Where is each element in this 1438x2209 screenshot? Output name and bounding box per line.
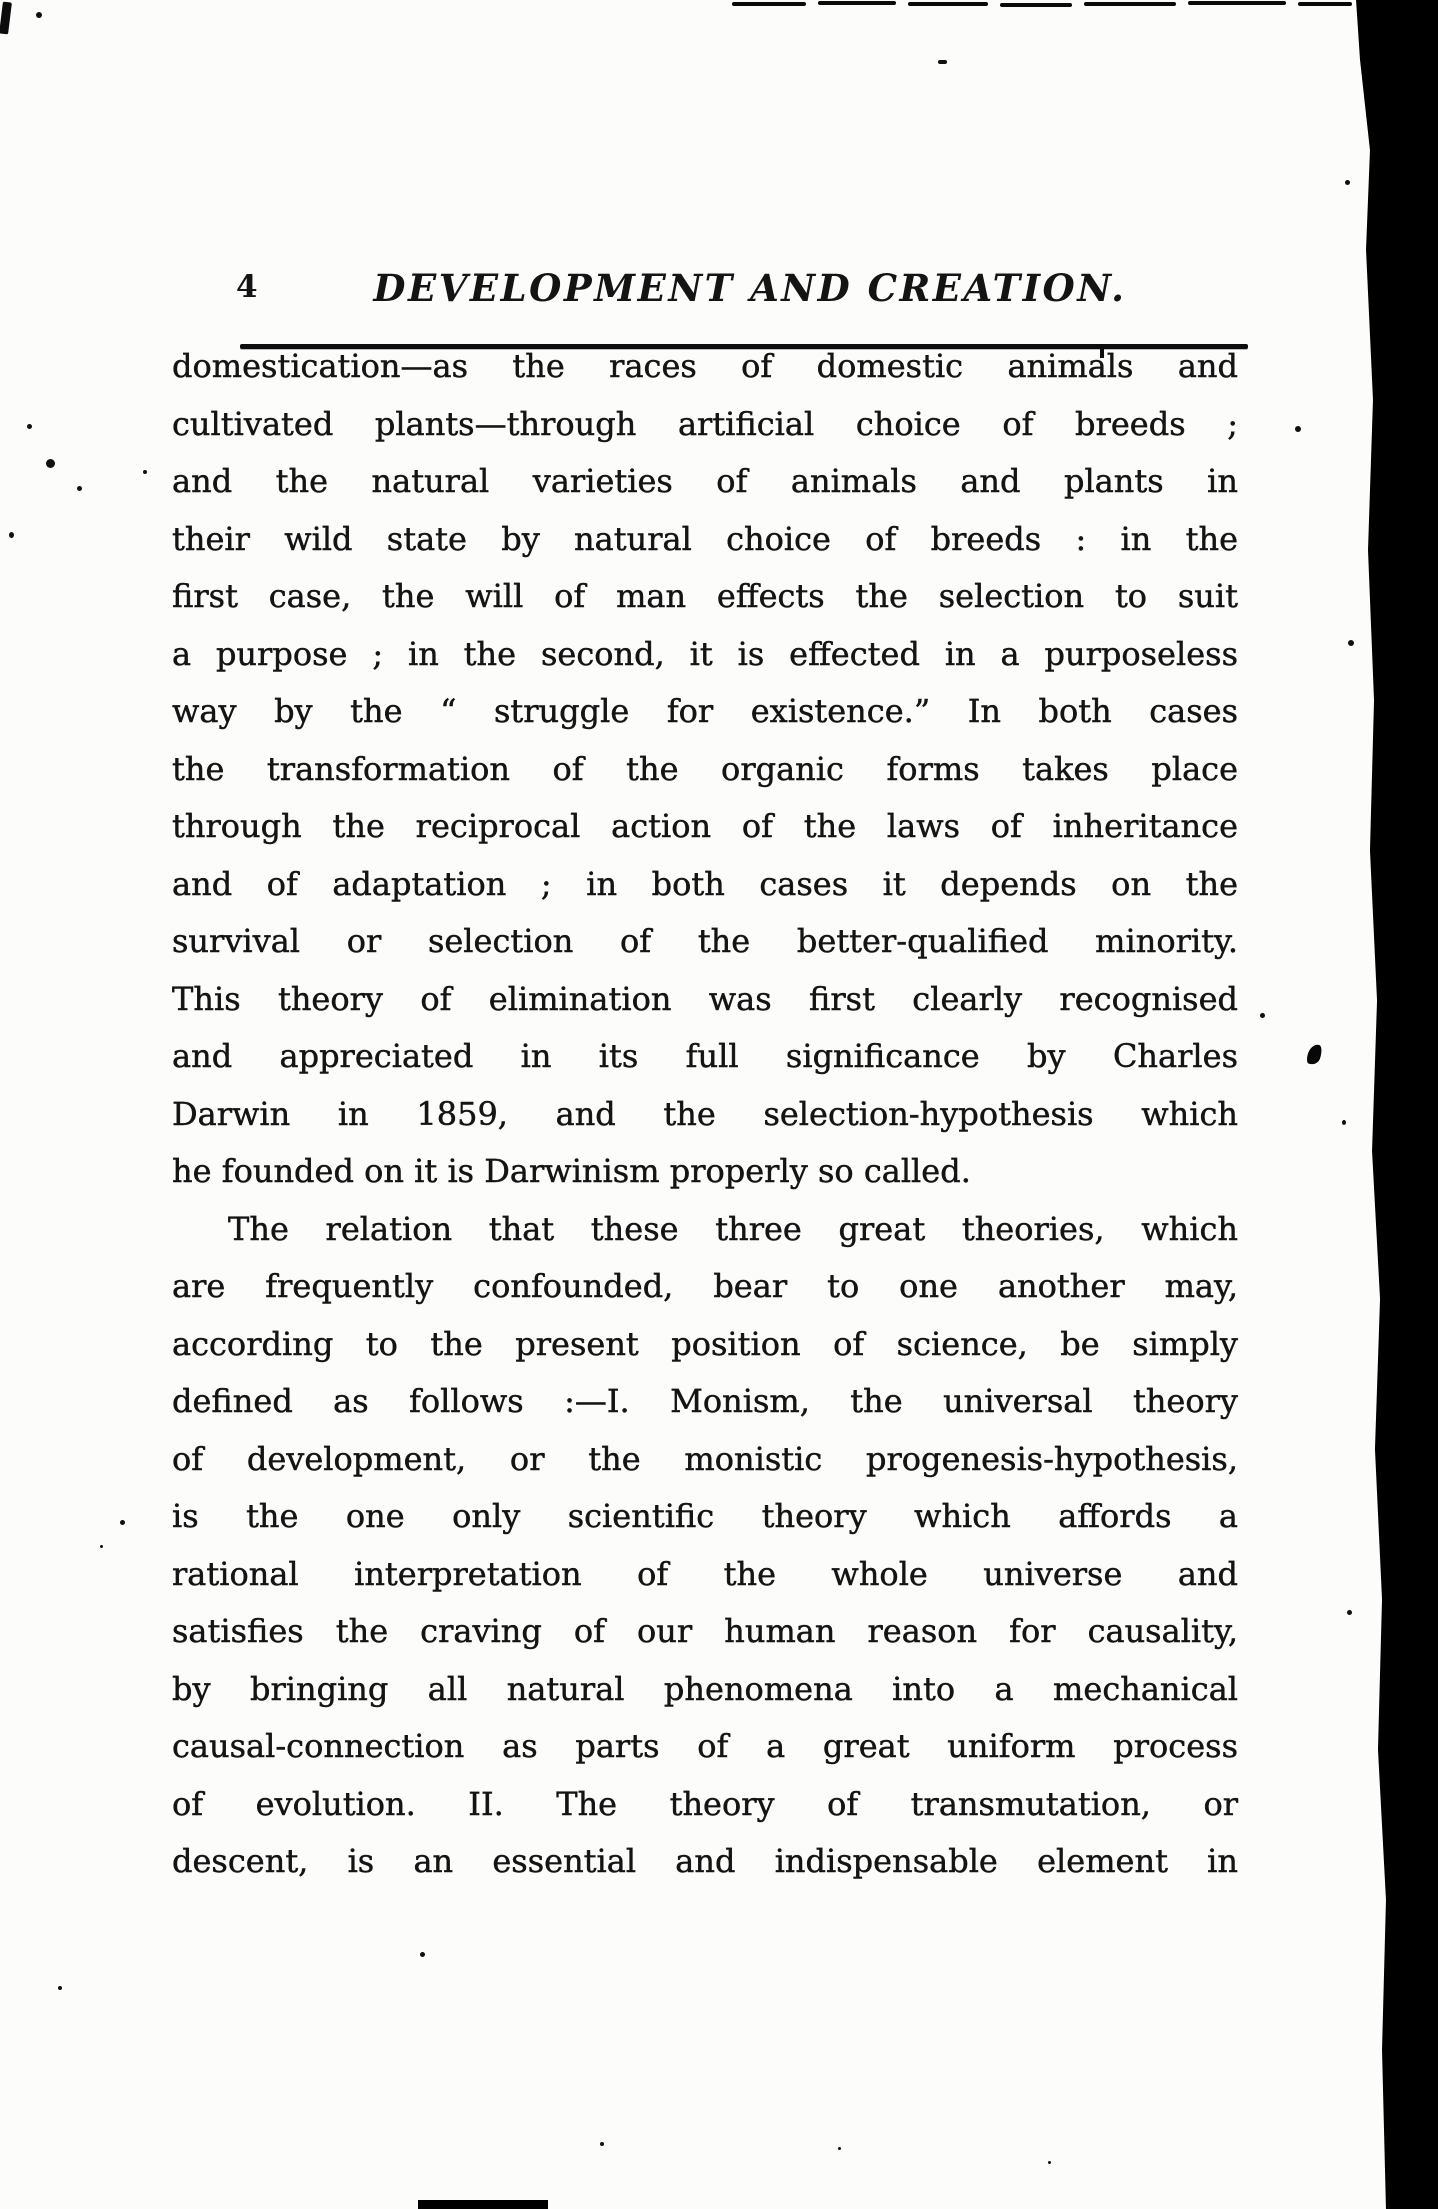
text-line: rational interpretation of the whole universe and: [172, 1554, 1238, 1593]
ink-blob-comma: [1305, 1043, 1324, 1067]
ink-speck: [100, 1545, 103, 1548]
text-line: Darwin in 1859, and the selection-hypothesis which: [172, 1094, 1238, 1133]
text-line: the transformation of the organic forms takes place: [172, 749, 1238, 788]
scan-bottom-edge-mark: [418, 2200, 548, 2209]
text-line: causal-connection as parts of a great uniform process: [172, 1727, 1238, 1765]
ink-speck: [27, 424, 32, 429]
text-line: first case, the will of man effects the selection to suit: [172, 577, 1238, 615]
text-line: and appreciated in its full significance by Charles: [172, 1037, 1238, 1075]
ink-speck: [1295, 426, 1301, 432]
ink-speck: [1342, 1120, 1346, 1125]
ink-speck: [143, 470, 147, 474]
ink-speck: [1345, 180, 1350, 185]
scan-edge-dash: [1188, 1, 1286, 5]
ink-speck: [120, 1520, 125, 1525]
ink-speck: [1260, 1013, 1265, 1018]
text-line: through the reciprocal action of the laws of inheritance: [172, 807, 1238, 845]
text-line: are frequently confounded, bear to one another may,: [172, 1267, 1238, 1305]
text-line: cultivated plants—through artificial choice of breeds ;: [172, 404, 1238, 443]
ink-speck: [1347, 1610, 1352, 1615]
text-line: descent, is an essential and indispensable element in: [172, 1842, 1238, 1880]
text-line: according to the present position of science, be simply: [172, 1324, 1238, 1363]
ink-speck: [1048, 2161, 1051, 2164]
text-line: of development, or the monistic progenesis-hypothesis,: [172, 1439, 1238, 1478]
text-line: defined as follows :—I. Monism, the universal theory: [172, 1382, 1238, 1420]
text-line: their wild state by natural choice of breeds : in the: [172, 519, 1238, 558]
text-line: is the one only scientific theory which affords a: [172, 1497, 1238, 1535]
scan-edge-dash: [732, 2, 806, 6]
text-line: way by the “ struggle for existence.” In both cases: [172, 692, 1238, 730]
ink-speck: [1348, 640, 1354, 646]
scan-edge-dash: [1298, 2, 1352, 6]
scan-edge-dash: [818, 1, 896, 5]
corner-ink-mark: [0, 2, 12, 35]
scan-edge-band: [1352, 0, 1438, 2209]
text-line: This theory of elimination was first clearly recognised: [172, 979, 1238, 1018]
ink-speck: [36, 12, 42, 18]
ink-speck: [938, 60, 947, 64]
text-line: a purpose ; in the second, it is effected in a purposeless: [172, 634, 1238, 673]
page-number: 4: [236, 269, 258, 305]
text-line: and of adaptation ; in both cases it depends on the: [172, 864, 1238, 903]
ink-speck: [9, 532, 14, 538]
text-line-paragraph-end: he founded on it is Darwinism properly so called.: [172, 1152, 971, 1190]
text-line: of evolution. II. The theory of transmutation, or: [172, 1784, 1238, 1823]
text-line: survival or selection of the better-qualified minority.: [172, 922, 1238, 960]
running-title: DEVELOPMENT AND CREATION.: [373, 266, 1127, 310]
ink-speck: [77, 486, 82, 491]
scan-edge-dash: [908, 2, 988, 6]
scan-edge-dash: [1000, 3, 1072, 7]
text-line: satisfies the craving of our human reason for causality,: [172, 1612, 1238, 1650]
text-line: by bringing all natural phenomena into a mechanical: [172, 1669, 1238, 1708]
text-line-paragraph-start: The relation that these three great theories, which: [228, 1209, 1238, 1248]
ink-speck: [46, 459, 55, 468]
ink-speck: [600, 2142, 604, 2146]
text-line: and the natural varieties of animals and plants in: [172, 462, 1238, 500]
ink-speck: [420, 1952, 425, 1957]
ink-speck: [838, 2147, 841, 2150]
text-line: domestication—as the races of domestic animals and: [172, 347, 1238, 385]
body-text-block: [172, 338, 1238, 1891]
scan-edge-dash: [1084, 2, 1176, 6]
ink-speck: [58, 1986, 62, 1990]
